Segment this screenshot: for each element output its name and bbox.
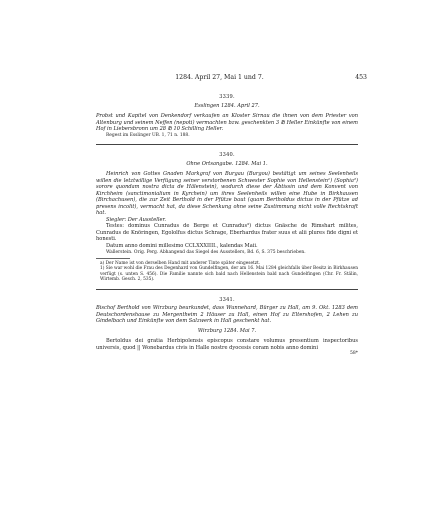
footnote-a: a) Der Name ist von derselben Hand mit anderer Tinte später eingesetzt. <box>100 260 261 266</box>
charter-seal: Siegler: Der Aussteller. <box>106 216 166 223</box>
charter-number: 3339. <box>219 94 235 100</box>
charter-summary: Bischof Berthold von Wirzburg beurkundet, dass Wunnehard, Bürger zu Hall, am 9. Okt. 1283 dem Deutschordenshause zu Mergentheim 2 Häuser zu Hall, einen Hof zu Eltershofen, 2 Lehen zu Gindelbach und Einkünfte von dem Salzwerk in Hall geschenkt hat. <box>96 305 358 325</box>
charter-dateline: Esslingen 1284. April 27. <box>194 102 260 109</box>
charter-datum: Datum anno domini millesimo CCLXXXIIII., kalendas Maii. <box>106 242 258 249</box>
charter-number: 3341. <box>219 296 235 303</box>
charter-reference: Regest im Esslinger UB. 1, 71 n. 188. <box>106 132 190 138</box>
charter-summary: Probst und Kapitel von Denkendorf verkaufen an Kloster Sirnau die ihnen von dem Priester von Altenburg und seinem Neffen (nepoti) vermachten bzw. geschenkten 3 ℔ Heller Einkünfte von einem Hof in Liebersbronn um 28 ℔ 10 Schilling Heller. <box>96 113 358 132</box>
section-divider <box>96 144 358 145</box>
charter-3339 <box>96 94 358 138</box>
charter-dateline: Ohne Ortsangabe. 1284. Mai 1. <box>186 160 268 167</box>
charter-dateline: Wirzburg 1284. Mai 7. <box>197 327 257 334</box>
running-title: 1284. April 27, Mai 1 und 7. <box>175 74 264 81</box>
charter-text: Bertoldus dei gratia Herbipolensis episcopus constare volumus presentium inspectoribus universis, quod || Wonebardus civis in Halle nostre dyocesis coram nobis anno domini <box>96 338 358 351</box>
charter-archive: Wallerstein. Orig. Perg. Abhangend das Siegel des Ausstellers, Bd. 6, S. 375 beschrieben. <box>106 250 306 256</box>
document-body <box>96 94 358 357</box>
section-divider <box>96 289 358 290</box>
page-number: 453 <box>355 74 367 81</box>
charter-3341 <box>96 297 358 358</box>
charter-witnesses: Testes: dominus Cunradus de Berge et Cunradus³) dictus Gnäsche de Rimshart milites, Cunradus de Knöringen, Egololfus dictus Schrage, Eberhardus frater suus et alii plures fide digni et honesti. <box>96 223 358 243</box>
footnote-1: 1) Sie war wohl die Frau des Degenhard von Gundelfingen, der am 16. Mai 1284 gleichfalls über Besitz in Birkhausen verfügt (s. unten S. 456). Die Familie nannte sich bald nach Hellenstein bald nach Gundelfingen (Chr. Fr. Stälin, Wirtemb. Gesch. 2, 535). <box>100 266 358 283</box>
charter-summary: Heinrich von Gottes Gnaden Markgraf von Burgau (Burgou) bestätigt um seines Seelenheils willen die letztwillige Verfügung seiner verstorbenen Schwester Sophie von Hellenstein¹) (Sophia²) sorore quondam nostra dicta de Hälenstein), wodurch diese der Äbtissin und dem Konvent von Kirchheim (sanctimonialium in Kyrchein) um ihres Seelenheils willen eine Hube in Birkhausen (Birchachusen), die zur Zeit Berthold in der Pfütze baut (quam Bertholdus dictus in der Pfütze ad presens incolit), vermacht hat, da diese Schenkung ohne seine Zustimmung nicht volle Rechtskraft hat. <box>96 171 358 217</box>
charter-3340 <box>96 152 358 283</box>
footnote-divider <box>96 258 130 259</box>
signature-mark: 58* <box>350 351 358 357</box>
charter-number: 3340. <box>219 152 235 159</box>
